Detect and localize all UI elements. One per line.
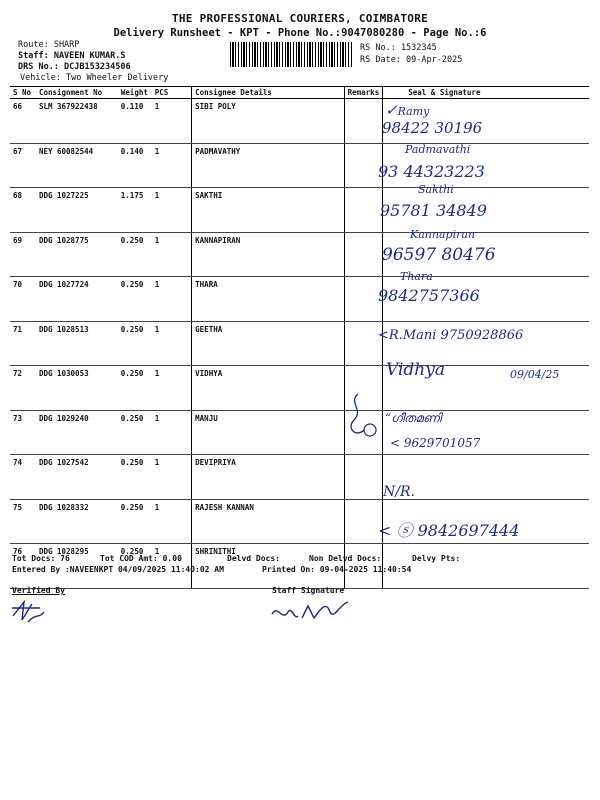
pcs-cell: 1 (152, 143, 192, 188)
sno-cell: 74 (10, 455, 36, 500)
col-consignment-header: Consignment No (36, 87, 118, 99)
sno-cell: 66 (10, 99, 36, 144)
pcs-cell: 1 (152, 321, 192, 366)
handwritten-signature-68: Sakthi (418, 183, 454, 196)
weight-cell: 1.175 (118, 188, 152, 233)
vehicle-label: Vehicle: Two Wheeler Delivery (20, 73, 169, 83)
sno-cell: 67 (10, 143, 36, 188)
remarks-cell (344, 455, 383, 500)
weight-cell: 0.250 (118, 544, 152, 589)
sno-cell: 76 (10, 544, 36, 589)
handwritten-signature: ✓Ramy (385, 101, 430, 119)
barcode (230, 42, 352, 67)
handwritten-date-72: 09/04/25 (510, 368, 560, 381)
delivery-points: Delvy Pts: (412, 554, 461, 563)
handwritten-phone-76-digits: 9842697444 (417, 521, 520, 540)
consignee-cell: THARA (192, 277, 344, 322)
pcs-cell: 1 (152, 277, 192, 322)
weight-cell: 0.250 (118, 366, 152, 411)
handwritten-signature-69: Kannapiran (410, 228, 475, 241)
pcs-cell: 1 (152, 366, 192, 411)
sno-cell: 70 (10, 277, 36, 322)
handwritten-phone-70: 9842757366 (378, 286, 480, 305)
staff-label: Staff: NAVEEN KUMAR.S (18, 51, 126, 61)
table-row (10, 232, 589, 277)
remarks-cell (344, 188, 383, 233)
table-row (10, 410, 589, 455)
total-docs: Tot Docs: 76 (12, 554, 70, 563)
remarks-cell (344, 143, 383, 188)
handwritten-phone-68: 95781 34849 (380, 201, 487, 220)
handwritten-phone-76: < ⓢ 9842697444 (378, 521, 520, 540)
consignee-cell: PADMAVATHY (192, 143, 344, 188)
table-row (10, 366, 589, 411)
consignment-cell: SLM 367922438 (36, 99, 118, 144)
pcs-cell: 1 (152, 99, 192, 144)
drs-label: DRS No.: DCJB153234506 (18, 62, 131, 72)
consignment-cell: DDG 1027542 (36, 455, 118, 500)
weight-cell: 0.250 (118, 232, 152, 277)
consignment-cell: DDG 1028513 (36, 321, 118, 366)
consignment-cell: NEY 60082544 (36, 143, 118, 188)
consignment-cell: DDG 1028332 (36, 499, 118, 544)
table-row (10, 99, 589, 144)
sno-cell: 72 (10, 366, 36, 411)
consignee-cell: MANJU (192, 410, 344, 455)
remarks-cell (344, 499, 383, 544)
rs-number: RS No.: 1532345 (360, 43, 437, 53)
pcs-cell: 1 (152, 499, 192, 544)
handwritten-phone-66: 98422 30196 (382, 119, 483, 137)
remarks-cell (344, 321, 383, 366)
handwritten-signature-72: Vidhya (386, 360, 445, 380)
handwritten-phone-69: 96597 80476 (382, 245, 496, 265)
consignee-cell: VIDHYA (192, 366, 344, 411)
consignee-cell: KANNAPIRAN (192, 232, 344, 277)
weight-cell: 0.250 (118, 455, 152, 500)
staff-signature-label: Staff Signature (272, 586, 345, 595)
non-delivered-docs: Non Delvd Docs: (309, 554, 382, 563)
consignee-cell: GEETHA (192, 321, 344, 366)
handwritten-phone-74-digits: 9629701057 (403, 436, 481, 450)
staff-signature (268, 592, 358, 628)
table-row (10, 143, 589, 188)
consignee-cell: RAJESH KANNAN (192, 499, 344, 544)
sno-cell: 71 (10, 321, 36, 366)
pcs-cell: 1 (152, 232, 192, 277)
consignment-cell: DDG 1028775 (36, 232, 118, 277)
sno-cell: 73 (10, 410, 36, 455)
handwritten-signature-67: Padmavathi (405, 143, 471, 156)
pcs-cell: 1 (152, 544, 192, 589)
consignment-cell: DDG 1027225 (36, 188, 118, 233)
pcs-cell: 1 (152, 455, 192, 500)
table-row (10, 188, 589, 233)
weight-cell: 0.250 (118, 499, 152, 544)
remarks-cell (344, 277, 383, 322)
col-pcs-header: PCS (152, 87, 192, 99)
company-title: THE PROFESSIONAL COURIERS, COIMBATORE (171, 12, 429, 25)
verified-by-label: Verified By (12, 586, 65, 595)
consignee-cell: SAKTHI (192, 188, 344, 233)
col-sno-header: S No (10, 87, 36, 99)
consignee-cell: DEVIPRIYA (192, 455, 344, 500)
verifier-signature (10, 596, 50, 624)
rs-date: RS Date: 09-Apr-2025 (360, 55, 463, 65)
weight-cell: 0.110 (118, 99, 152, 144)
signature-cell (383, 544, 589, 589)
handwritten-phone-67: 93 44323223 (378, 162, 485, 181)
handwritten-phone-74: < 9629701057 (390, 436, 481, 450)
consignment-cell: DDG 1030053 (36, 366, 118, 411)
weight-cell: 0.140 (118, 143, 152, 188)
runsheet-subtitle: Delivery Runsheet - KPT - Phone No.:9047080280 - Page No.:6 (113, 27, 487, 39)
handwritten-text-71: R.Mani 9750928866 (388, 328, 524, 343)
table-row (10, 277, 589, 322)
printed-on: Printed On: 09-04-2025 11:40:54 (262, 565, 412, 574)
col-consignee-header: Consignee Details (192, 87, 344, 99)
handwritten-note-75: N/R. (383, 484, 415, 500)
sno-cell: 69 (10, 232, 36, 277)
weight-cell: 0.250 (118, 410, 152, 455)
consignment-cell: DDG 1027724 (36, 277, 118, 322)
delivered-docs: Delvd Docs: (227, 554, 280, 563)
route-label: Route: SHARP (18, 40, 80, 50)
col-weight-header: Weight (118, 87, 152, 99)
sno-cell: 75 (10, 499, 36, 544)
entered-by: Entered By :NAVEENKPT 04/09/2025 11:40:02 AM (12, 565, 224, 574)
remarks-cell (344, 232, 383, 277)
weight-cell: 0.250 (118, 277, 152, 322)
sno-cell: 68 (10, 188, 36, 233)
consignee-cell: SHRINITHI (192, 544, 344, 589)
col-signature-header: Seal & Signature (383, 87, 589, 99)
table-row (10, 455, 589, 500)
pcs-cell: 1 (152, 410, 192, 455)
remarks-cell (344, 99, 383, 144)
handwritten-signature-74: “ഗീതമണി (385, 411, 442, 425)
consignee-cell: SIBI POLY (192, 99, 344, 144)
consignment-cell: DDG 1028295 (36, 544, 118, 589)
pcs-cell: 1 (152, 188, 192, 233)
col-remarks-header: Remarks (344, 87, 383, 99)
table-header-row (10, 87, 589, 99)
consignment-cell: DDG 1029240 (36, 410, 118, 455)
handwritten-note-71: <R.Mani 9750928866 (378, 328, 524, 343)
total-cod-amount: Tot COD Amt: 0.00 (100, 554, 182, 563)
handwritten-signature-70: Thara (400, 270, 433, 283)
weight-cell: 0.250 (118, 321, 152, 366)
